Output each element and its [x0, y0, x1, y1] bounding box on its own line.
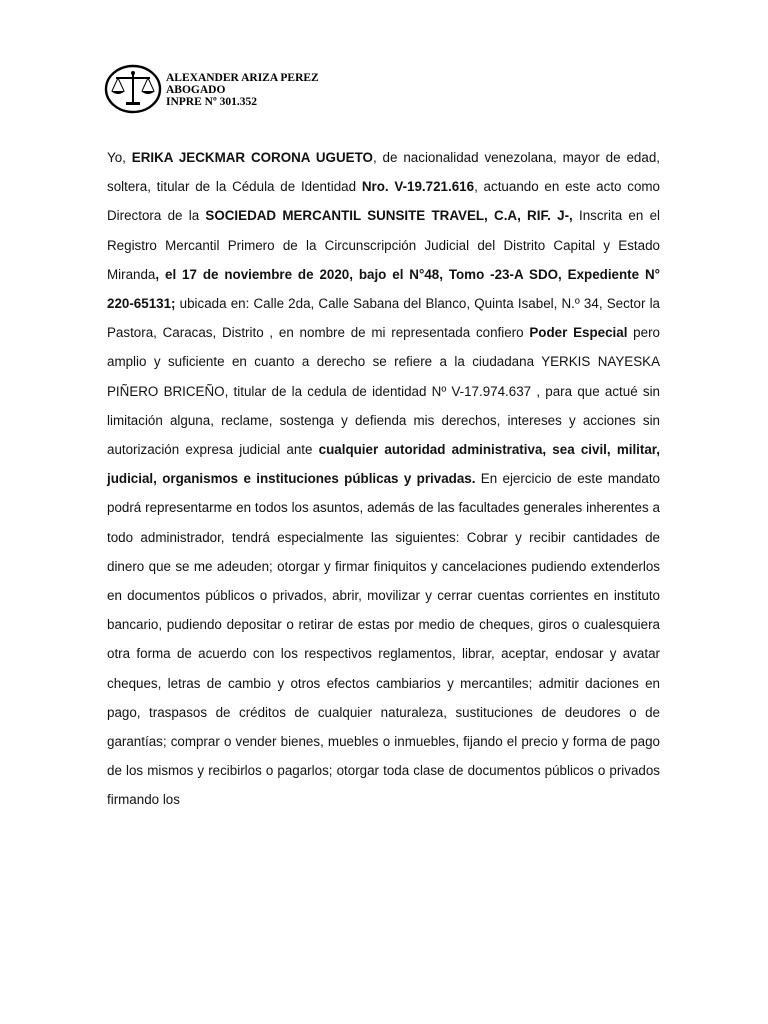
text-run: , actuando en este acto como Directora de la	[107, 179, 661, 224]
document-body	[107, 143, 660, 815]
inpre-number: INPRE Nº 301.352	[166, 96, 258, 108]
grantor-name: ERIKA JECKMAR CORONA UGUETO	[131, 150, 373, 165]
text-run: En ejercicio de este mandato podrá representarme en todos los asuntos, además de las facultades generales inherentes a todo administrador, tendrá especialmente las siguientes: Cobrar y recibir cantidades de dinero que se me adeuden; otorgar y firmar finiquitos y cancelaciones pudiendo extenderlos en documentos públicos o privados, abrir, movilizar y cerrar cuentas corrientes en instituto bancario, pudiendo depositar o retirar de estas por medio de cheques, giros o cualesquiera otra forma de acuerdo con los respectivos reglamentos, librar, aceptar, endosar y avatar cheques, letras de cambio y otros efectos cambiarios y mercantiles; admitir daciones en pago, traspasos de créditos de cualquier naturaleza, sustituciones de deudores o de garantías; comprar o vender bienes, muebles o inmuebles, fijando el precio y forma de pago de los mismos y recibirlos o pagarlos; otorgar toda clase de documentos públicos o privados firmando los	[107, 471, 660, 808]
registry-details: , el 17 de noviembre de 2020, bajo el N°48, Tomo -23-A SDO, Expediente N° 220-65131;	[107, 266, 660, 312]
scales-of-justice-icon	[104, 64, 162, 114]
authorities-scope: cualquier autoridad administrativa, sea civil, militar, judicial, organismos e instituciones públicas y privadas.	[107, 442, 660, 487]
text-run: Inscrita en el Registro Mercantil Primero de la Circunscripción Judicial del Distrito Capital y Estado Miranda	[107, 208, 660, 282]
grantor-id: Nro. V-19.721.616	[361, 179, 475, 195]
letterhead-text	[166, 72, 319, 108]
text-run: pero amplio y suficiente en cuanto a derecho se refiere a la ciudadana YERKIS NAYESKA PIÑERO BRICEÑO, titular de la cedula de identidad Nº V-17.974.637 , para que actué sin limitación alguna, reclame, sostenga y defienda mis derechos, intereses y acciones sin autorización expresa judicial ante	[107, 325, 660, 458]
letterhead	[104, 64, 404, 114]
company-name: SOCIEDAD MERCANTIL SUNSITE TRAVEL, C.A, RIF. J-,	[205, 208, 573, 224]
text-run: Yo,	[107, 150, 132, 165]
text-run: , de nacionalidad venezolana, mayor de edad, soltera, titular de la Cédula de Identidad	[107, 150, 660, 195]
power-of-attorney-paragraph	[107, 143, 660, 815]
text-run: ubicada en: Calle 2da, Calle Sabana del Blanco, Quinta Isabel, N.º 34, Sector la Pastora, Caracas, Distrito , en nombre de mi representada confiero	[107, 296, 660, 341]
lawyer-name: ALEXANDER ARIZA PEREZ	[166, 72, 319, 84]
lawyer-title: ABOGADO	[166, 84, 226, 96]
power-type: Poder Especial	[529, 325, 628, 341]
